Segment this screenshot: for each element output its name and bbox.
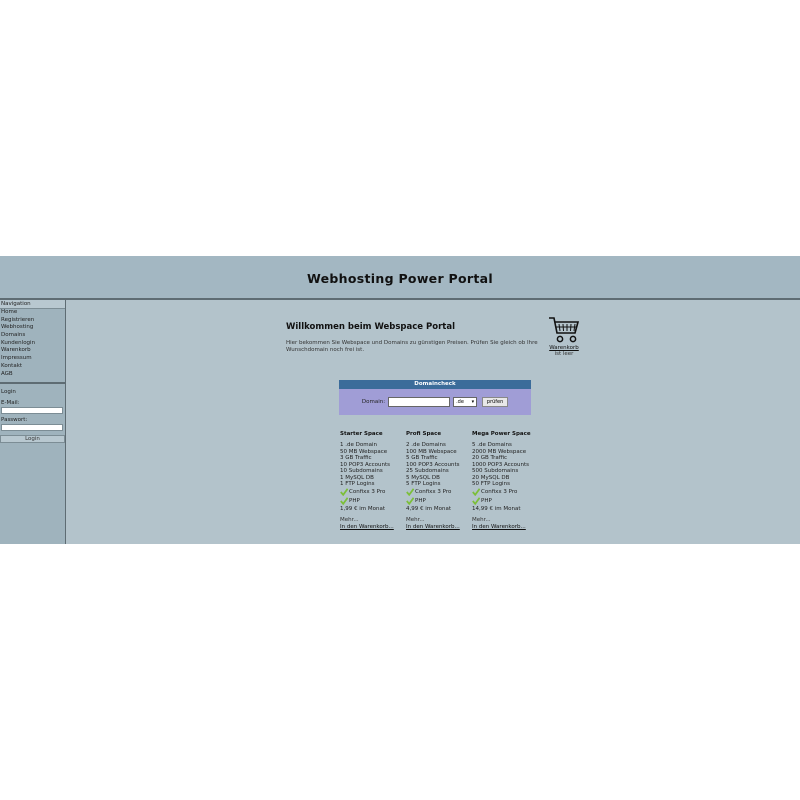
feature-item: 2000 MB Webspace [472,448,527,455]
check-domain-button[interactable]: prüfen [482,397,508,407]
feature-item: 5 MySQL DB [406,474,440,481]
site-title: Webhosting Power Portal [307,270,493,286]
package-title: Mega Power Space [472,431,531,437]
feature-item: 500 Subdomains [472,468,519,474]
checkmark-icon [406,488,414,496]
feature-check-item: PHP [340,497,404,506]
feature-item: 5 .de Domains [472,442,512,448]
nav-item-impressum[interactable]: Impressum [1,355,32,362]
domaincheck-row [339,389,531,415]
feature-item: 3 GB Traffic [340,455,372,461]
domain-input[interactable] [388,397,450,407]
login-box [0,388,65,443]
package-profi [406,430,470,531]
password-field[interactable] [1,424,63,431]
feature-item: 2 .de Domains [406,442,446,448]
feature-check-item: Confixx 3 Pro [406,488,470,497]
feature-item: 1000 POP3 Accounts [472,461,530,468]
add-to-cart-link[interactable]: In den Warenkorb... [340,523,394,530]
feature-item: 20 MySQL DB [472,474,510,481]
package-title: Profi Space [406,431,442,437]
sidebar [0,300,66,544]
checkmark-icon [472,497,480,505]
cart-status: ist leer [554,351,574,357]
add-to-cart-link[interactable]: In den Warenkorb... [472,523,526,530]
site-header [0,256,800,300]
package-price: 4,99 € im Monat [406,505,451,512]
feature-item: 50 MB Webspace [340,448,388,455]
nav-item-kundenlogin[interactable]: Kundenlogin [1,339,36,346]
nav-item-domains[interactable]: Domains [1,332,26,339]
checkmark-icon [472,488,480,496]
email-field[interactable] [1,407,63,414]
package-price: 14,99 € im Monat [472,505,521,512]
login-title: Login [1,389,16,396]
shopping-cart-icon [548,316,580,344]
feature-item: 100 POP3 Accounts [406,461,460,468]
password-label: Passwort: [1,417,28,424]
login-button[interactable]: Login [0,435,65,443]
nav-item-webhosting[interactable]: Webhosting [1,324,34,331]
feature-check-item: PHP [406,497,470,506]
feature-item: 1 FTP Logins [340,481,375,487]
feature-item: 50 FTP Logins [472,481,510,487]
checkmark-icon [340,488,348,496]
domaincheck-title: Domaincheck [339,380,531,389]
package-more-link[interactable]: Mehr... [472,517,491,523]
cart-widget[interactable] [546,316,582,357]
tld-selected-value: .de [456,399,464,405]
feature-item: 100 MB Webspace [406,448,457,455]
feature-check-item: Confixx 3 Pro [472,488,536,497]
welcome-title: Willkommen beim Webspace Portal [286,322,455,332]
nav-title: Navigation [0,300,65,309]
package-price: 1,99 € im Monat [340,505,385,512]
feature-item: 20 GB Traffic [472,455,508,461]
package-starter [340,430,404,531]
welcome-text: Hier bekommen Sie Webspace und Domains zu günstigen Preisen. Prüfen Sie gleich ob Ihre Wunschdomain noch frei ist. [286,340,538,353]
main-content [66,300,800,544]
feature-item: 1 .de Domain [340,442,377,448]
sidebar-divider [0,382,65,384]
domaincheck-box [339,380,531,415]
nav-item-kontakt[interactable]: Kontakt [1,362,23,369]
nav-item-home[interactable]: Home [1,309,18,315]
package-mega [472,430,536,531]
nav-item-agb[interactable]: AGB [1,370,13,377]
package-more-link[interactable]: Mehr... [340,517,359,523]
domain-label: Domain: [361,399,386,405]
nav-list [0,309,65,378]
package-more-link[interactable]: Mehr... [406,517,425,523]
feature-item: 5 GB Traffic [406,455,438,461]
chevron-down-icon: ▾ [471,399,475,405]
add-to-cart-link[interactable]: In den Warenkorb... [406,523,460,530]
nav-item-warenkorb[interactable]: Warenkorb [1,347,31,354]
checkmark-icon [406,497,414,505]
feature-item: 10 POP3 Accounts [340,461,391,468]
website-frame [0,256,800,544]
email-label: E-Mail: [1,400,20,407]
nav-item-registrieren[interactable]: Registrieren [1,316,35,323]
package-title: Starter Space [340,431,383,437]
checkmark-icon [340,497,348,505]
feature-item: 5 FTP Logins [406,481,441,487]
feature-item: 10 Subdomains [340,468,383,474]
tld-select[interactable] [453,397,477,407]
feature-check-item: Confixx 3 Pro [340,488,404,497]
cart-link[interactable]: Warenkorb [549,345,579,351]
feature-check-item: PHP [472,497,536,506]
feature-item: 1 MySQL DB [340,474,374,481]
feature-item: 25 Subdomains [406,468,449,474]
